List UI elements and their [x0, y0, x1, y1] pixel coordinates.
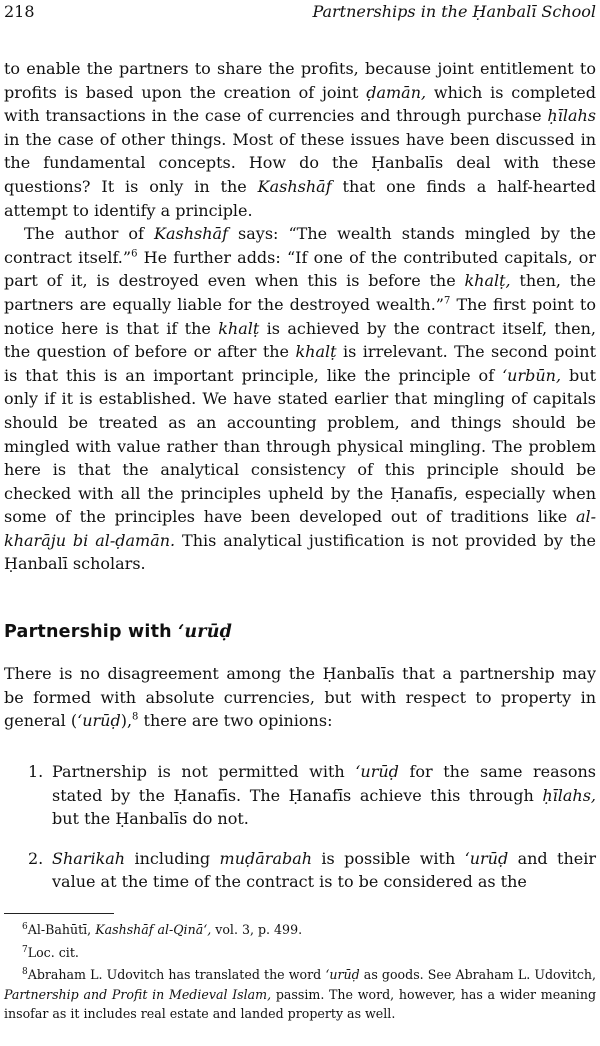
- italic-term: ḥīlahs,: [542, 785, 596, 805]
- opinions-list: [28, 760, 596, 894]
- footnotes: [4, 920, 596, 1027]
- section-title: Partnership with: [4, 622, 179, 642]
- italic-term: ‘urūḍ: [464, 848, 509, 868]
- footnote: [4, 943, 596, 963]
- footnote-number: 7: [22, 944, 28, 955]
- italic-term: khalṭ,: [464, 271, 511, 291]
- footnote-divider: [4, 913, 114, 914]
- text-run: that one finds a half-hearted attempt to identify a principle.: [4, 176, 597, 220]
- text-run: and their value at the time of the contract is to be considered as the: [52, 848, 596, 892]
- footnote-ref: 7: [443, 295, 451, 307]
- text-run: Abraham L. Udovitch has translated the word: [27, 967, 326, 982]
- running-title: Partnerships in the Ḥanbalī School: [312, 2, 596, 21]
- text-run: which is completed with transactions in the case of currencies and through purchase: [4, 82, 597, 126]
- text-run: says: “The wealth stands mingled by the contract itself.”: [4, 224, 596, 267]
- italic-term: al-kharāju bi al-ḍamān.: [4, 507, 596, 550]
- text-run: but only if it is established. We have stated earlier that mingling of capitals should be treated as an accounting problem, and things should be mingled with value rather than through physical mingling. The problem here is that the analytical consistency of this principle should be checked with all the principles upheld by the Ḥanafīs, especially when some of the principles have been developed out of traditions like: [4, 365, 597, 527]
- intro-paragraph: [4, 662, 596, 733]
- text-run: Al-Bahūtī,: [27, 922, 96, 937]
- list-item: [28, 847, 596, 894]
- text-run: vol. 3, p. 499.: [211, 922, 303, 937]
- italic-term: ‘urūḍ: [77, 711, 121, 731]
- text-run: but the Ḥanbalīs do not.: [52, 809, 249, 829]
- italic-term: khalṭ: [218, 318, 260, 338]
- italic-term: ‘urūḍ: [325, 967, 360, 982]
- footnote-number: 8: [22, 966, 28, 977]
- text-run: as goods. See Abraham L. Udovitch,: [359, 967, 596, 982]
- footnote-ref: 6: [131, 248, 138, 260]
- text-run: This analytical justification is not provided by the Ḥanbalī scholars.: [4, 530, 597, 574]
- text-run: The author of: [24, 224, 155, 244]
- text-run: in the case of other things. Most of these issues have been discussed in the fundamental concepts. How do the Ḥanbalīs deal with these questions? It is only in the: [4, 129, 596, 196]
- footnote: [4, 965, 596, 1024]
- section-title-term: ‘urūḍ: [178, 622, 233, 642]
- italic-term: Partnership and Profit in Medieval Islam,: [4, 986, 272, 1002]
- text-run: is achieved by the contract itself, then, the question of before or after the: [4, 318, 597, 362]
- text-run: Partnership is not permitted with: [52, 762, 356, 781]
- section-heading: [4, 622, 232, 642]
- italic-term: Kashshāf: [154, 224, 228, 244]
- text-run: Loc. cit.: [27, 944, 79, 960]
- text-run: is irrelevant. The second point is that this is an important principle, like the principle of: [4, 342, 596, 385]
- italic-term: ‘urbūn,: [502, 365, 562, 385]
- text-run: to enable the partners to share the profits, because joint entitlement to profits is based upon the creation of joint: [4, 59, 596, 102]
- list-item: [28, 760, 596, 831]
- italic-term: Kashshāf: [257, 176, 332, 196]
- text-run: then, the partners are equally liable for the destroyed wealth.”: [4, 271, 597, 314]
- text-run: ),: [120, 711, 133, 731]
- paragraph-1: [4, 57, 596, 222]
- text-run: for the same reasons stated by the Ḥanafīs. The Ḥanafīs achieve this through: [52, 762, 596, 805]
- paragraph-2: [4, 222, 596, 576]
- text-run: is possible with: [312, 848, 465, 868]
- footnote-number: 6: [22, 921, 28, 932]
- italic-term: ḥīlahs: [547, 106, 596, 126]
- body-text: [4, 57, 596, 576]
- italic-term: ‘urūḍ: [355, 762, 399, 781]
- text-run: including: [125, 848, 220, 868]
- italic-term: Kashshāf al-Qinā‘,: [95, 922, 212, 937]
- text-run: passim. The word, however, has a wider meaning insofar as it includes real estate and landed property as well.: [4, 986, 597, 1021]
- running-header: [4, 2, 596, 24]
- footnote-ref: 8: [132, 711, 139, 723]
- list-number: 2.: [28, 848, 44, 868]
- text-run: There is no disagreement among the Ḥanbalīs that a partnership may be formed with absolute currencies, but with respect to property in general (: [4, 664, 596, 731]
- italic-term: ḍamān,: [366, 82, 427, 102]
- italic-term: Sharikah: [52, 848, 126, 868]
- italic-term: khalṭ: [295, 342, 337, 362]
- italic-term: muḍārabah: [219, 848, 313, 868]
- page-number: 218: [4, 2, 35, 21]
- text-run: He further adds: “If one of the contributed capitals, or part of it, is destroyed even when this is before the: [4, 247, 596, 291]
- text-run: The first point to notice here is that if the: [4, 294, 596, 338]
- footnote: [4, 920, 596, 940]
- text-run: there are two opinions:: [138, 711, 333, 731]
- list-number: 1.: [28, 762, 44, 781]
